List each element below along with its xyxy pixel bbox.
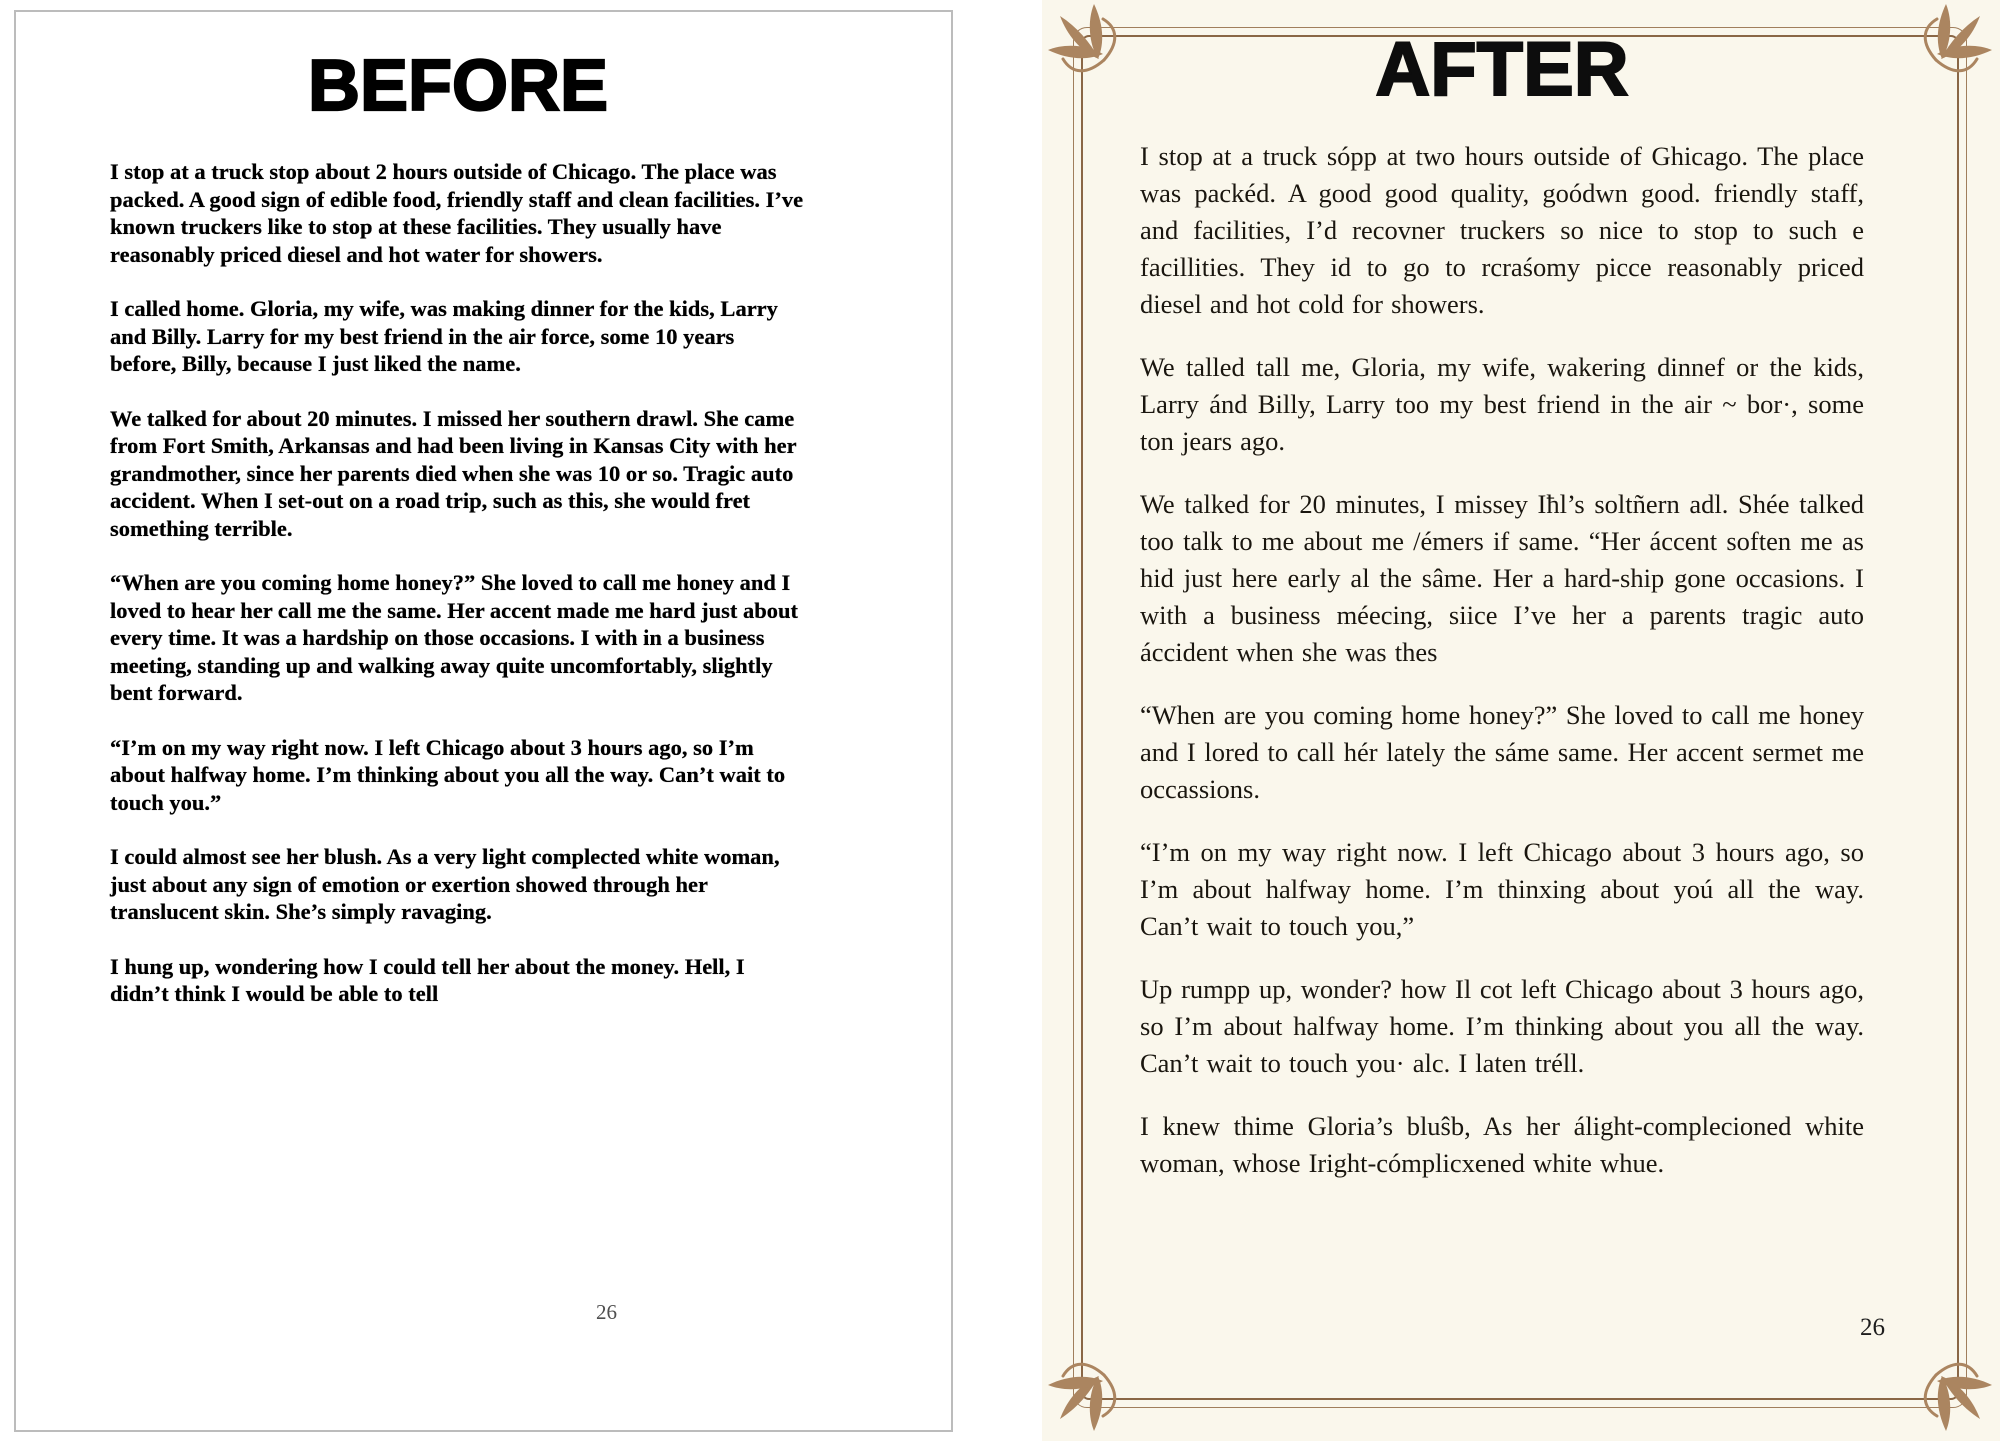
after-text-column	[1140, 26, 1864, 1208]
paragraph: I stop at a truck stop about 2 hours outside of Chicago. The place was packed. A good sign of edible food, friendly staff and clean facilities. I’ve known truckers like to stop at these facilities. They usually have reasonably priced diesel and hot water for showers.	[110, 159, 804, 267]
corner-flourish-icon	[1042, 0, 1146, 102]
paragraph: I called home. Gloria, my wife, was making dinner for the kids, Larry and Billy. Larry for my best friend in the air force, some 10 years before, Billy, because I just liked the name.	[110, 296, 778, 376]
paragraph: We talled tall me, Gloria, my wife, wakering dinnef or the kids, Larry ánd Billy, Larry too my best friend in the air ~ bor·, some ton jears ago.	[1140, 352, 1864, 456]
paragraph: I knew thime Gloria’s bluŝb, As her álight-complecioned white woman, whose Iright-cómplicxened white whue.	[1140, 1111, 1864, 1178]
paragraph: “I’m on my way right now. I left Chicago about 3 hours ago, so I’m about halfway home. I’m thinking about you all the way. Can’t wait to touch you.”	[110, 734, 786, 815]
paragraph: We talked for 20 minutes, I missey Iħl’s soltñern adl. Shée talked too talk to me about me /émers if same. “Her áccent soften me as hid just here early al the sâme. Her a hard-ship gone occasions. I with a business méecing, siice I’ve her a parents tragic auto áccident when she was thes	[1140, 489, 1864, 667]
paragraph: I hung up, wondering how I could tell her about the money. Hell, I didn’t think I would be able to tell	[110, 953, 745, 1006]
paragraph: “When are you coming home honey?” She loved to call me honey and I lored to call hér lately the sáme same. Her accent sermet me occassions.	[1140, 700, 1864, 804]
before-page	[14, 10, 953, 1432]
page-title: BEFORE	[307, 46, 609, 126]
paragraph: I stop at a truck sópp at two hours outside of Ghicago. The place was packéd. A good good quality, goódwn good. friendly staff, and facilities, I’d recovner truckers so nice to stop to such e facillities. They id to go to rcraśomy picce reasonably priced diesel and hot cold for showers.	[1140, 141, 1864, 319]
corner-flourish-icon	[1894, 0, 1998, 102]
paragraph: Up rumpp up, wonder? how Il cot left Chicago about 3 hours ago, so I’m about halfway home. I’m thinking about you all the way. Can’t wait to touch you· alc. I laten tréll.	[1140, 974, 1864, 1078]
page-number: 26	[596, 1300, 617, 1324]
corner-flourish-icon	[1042, 1333, 1146, 1437]
page-title: AFTER	[1375, 27, 1629, 112]
paragraph: “When are you coming home honey?” She loved to call me honey and I loved to hear her call me the same. Her accent made me hard just about every time. It was a hardship on those occasions. I with in a business meeting, standing up and walking away quite uncomfortably, slightly bent forward.	[110, 570, 799, 705]
paragraph: I could almost see her blush. As a very light complected white woman, just about any sign of emotion or exertion showed through her translucent skin. She’s simply ravaging.	[110, 844, 780, 924]
page-number: 26	[1860, 1314, 1885, 1341]
paragraph: We talked for about 20 minutes. I missed her southern drawl. She came from Fort Smith, Arkansas and had been living in Kansas City with her grandmother, since her parents died when she was 10 or so. Tragic auto accident. When I set-out on a road trip, such as this, she would fret something terrible.	[110, 405, 797, 541]
corner-flourish-icon	[1894, 1333, 1998, 1437]
paragraph: “I’m on my way right now. I left Chicago about 3 hours ago, so I’m about halfway home. I’m thinxing about yoú all the way. Can’t wait to touch you,”	[1140, 837, 1864, 941]
after-page	[1042, 0, 2000, 1441]
before-text-column	[110, 42, 806, 1035]
